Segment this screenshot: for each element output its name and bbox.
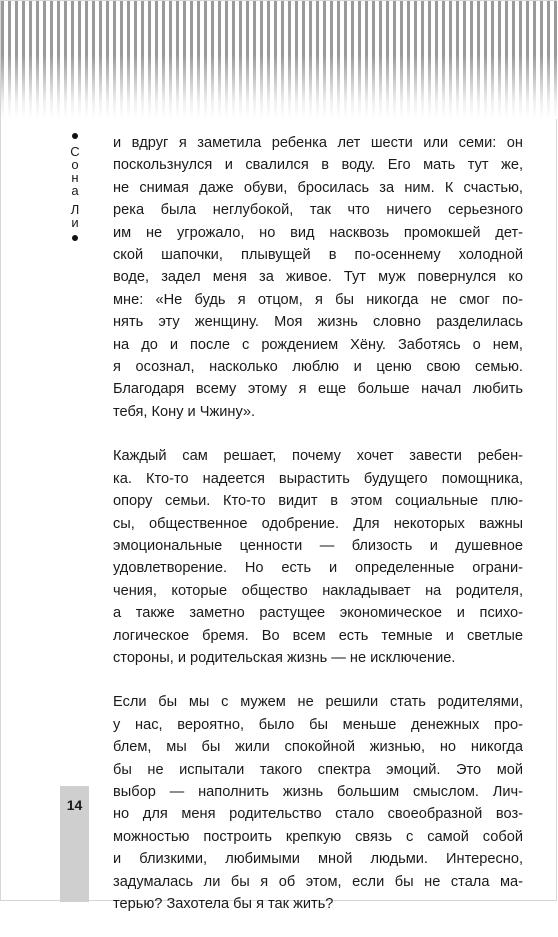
text-line: у нас, вероятно, было бы меньше денежных про- bbox=[113, 716, 523, 733]
author-letter: С bbox=[70, 144, 80, 159]
paragraph bbox=[113, 445, 523, 669]
text-line: блем, мы бы жили спокойной жизнью, но никогда bbox=[113, 739, 523, 756]
author-letter: и bbox=[71, 215, 79, 230]
text-line: река была неглубокой, так что ничего серьезного bbox=[113, 202, 523, 219]
paragraph bbox=[113, 132, 523, 423]
text-line: стороны, и родительская жизнь — не исключение. bbox=[113, 649, 456, 666]
text-line: эмоциональные ценности — близость и душевное bbox=[113, 537, 523, 554]
text-line: поскользнулся и свалился в воду. Его мать тут же, bbox=[113, 157, 523, 174]
text-line: на до и после с рождением Хёну. Заботясь о нем, bbox=[113, 336, 523, 353]
text-line: я осознал, насколько люблю и ценю свою семью. bbox=[113, 359, 523, 376]
text-line: задумалась ли бы я об этом, если бы не стала ма- bbox=[113, 873, 523, 890]
author-first-name bbox=[70, 145, 79, 197]
author-letter: н bbox=[71, 170, 79, 185]
text-line: логическое бремя. Во всем есть темные и светлые bbox=[113, 627, 523, 644]
paragraph bbox=[113, 691, 523, 915]
page-number: 14 bbox=[66, 797, 83, 813]
text-line: выбор — наполнить жизнь большим смыслом. Лич- bbox=[113, 783, 523, 800]
text-line: сы, общественное одобрение. Для некоторых важны bbox=[113, 515, 523, 532]
text-line: Благодаря всему этому я еще больше начал любить bbox=[113, 381, 523, 398]
text-line: мне: «Не будь я отцом, я бы никогда не смог по- bbox=[113, 291, 523, 308]
author-letter: Л bbox=[70, 202, 80, 217]
author-letter: о bbox=[71, 157, 79, 172]
text-line: воде, задел меня за живое. Тут муж повернулся ко bbox=[113, 269, 523, 286]
text-line: бы не испытали такого спектра эмоций. Это мой bbox=[113, 761, 523, 778]
text-line: но для меня родительство стало своеобразной воз- bbox=[113, 806, 523, 823]
text-line: тебя, Кону и Чжину». bbox=[113, 403, 256, 420]
author-letter: а bbox=[71, 183, 79, 198]
text-line: и вдруг я заметила ребенка лет шести или семи: он bbox=[113, 135, 523, 151]
text-line: можностью построить крепкую связь с самой собой bbox=[113, 828, 523, 845]
text-line: терью? Захотела бы я так жить? bbox=[113, 896, 334, 912]
text-line: опору семьи. Кто-то видит в этом социальные плю- bbox=[113, 493, 523, 510]
text-line: удовлетворение. Но есть и определенные ограни- bbox=[113, 560, 523, 577]
author-last-name bbox=[71, 203, 80, 229]
author-name-vertical bbox=[63, 129, 87, 241]
text-line: чения, которые общество накладывает на родителя, bbox=[113, 582, 523, 599]
bullet-dot-icon bbox=[72, 235, 78, 241]
text-line: и близкими, любимыми мной людьми. Интересно, bbox=[113, 851, 523, 868]
text-line: ка. Кто-то надеется вырастить будущего помощника, bbox=[113, 470, 523, 487]
text-line: нять эту женщину. Моя жизнь словно разделилась bbox=[113, 314, 523, 331]
text-line: не снимая даже обуви, бросилась за ним. К счастью, bbox=[113, 179, 523, 196]
bullet-dot-icon bbox=[72, 133, 78, 139]
text-line: им не угрожало, но вид насквозь промокшей дет- bbox=[113, 224, 523, 241]
text-line: Если бы мы с мужем не решили стать родителями, bbox=[113, 694, 523, 711]
text-line: а также заметно растущее экономическое и психо- bbox=[113, 605, 523, 622]
body-text bbox=[113, 132, 523, 937]
text-line: Каждый сам решает, почему хочет завести ребен- bbox=[113, 448, 523, 465]
decorative-stripes bbox=[1, 1, 558, 119]
text-line: ской шапочки, плывущей в по-осеннему холодной bbox=[113, 247, 523, 264]
